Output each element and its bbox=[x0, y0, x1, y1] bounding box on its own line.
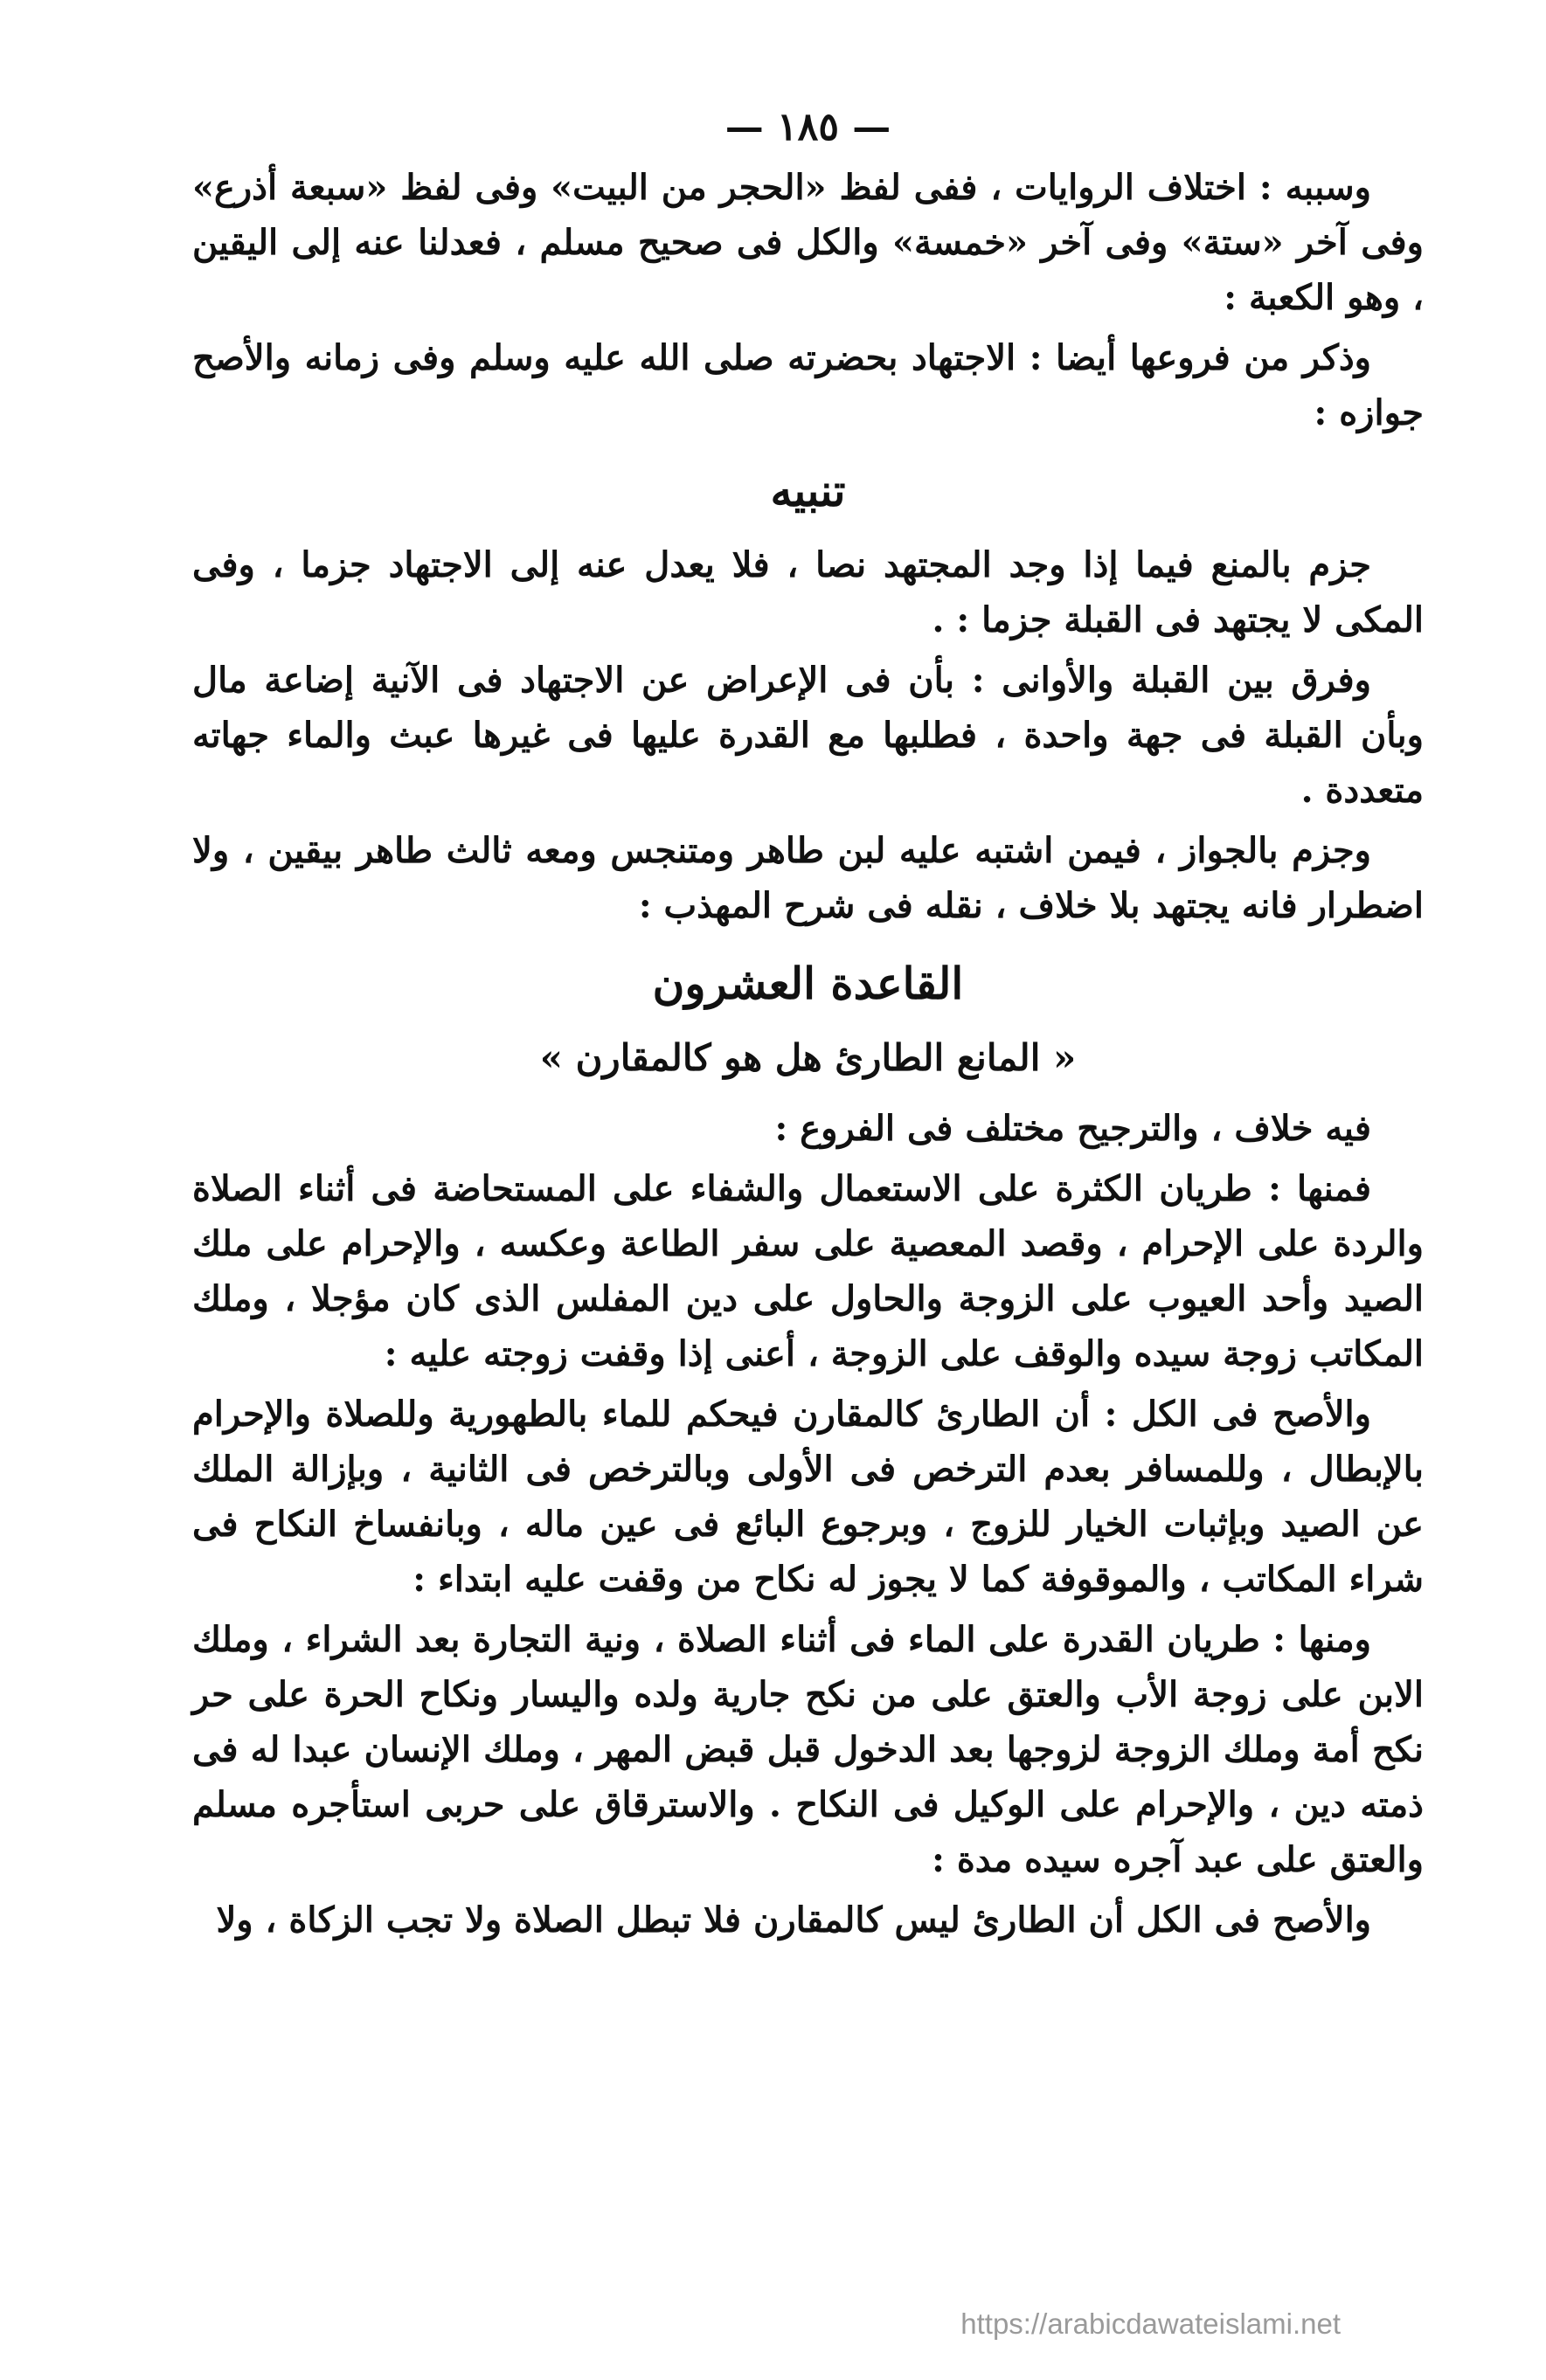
body-text bbox=[192, 160, 1424, 1948]
paragraph: جزم بالمنع فيما إذا وجد المجتهد نصا ، فلا يعدل عنه إلى الاجتهاد جزما ، وفى المكى لا يجتهد فى القبلة جزما : . bbox=[192, 544, 1424, 640]
paragraph: وجزم بالجواز ، فيمن اشتبه عليه لبن طاهر ومتنجس ومعه ثالث طاهر بيقين ، ولا اضطرار فانه يجتهد بلا خلاف ، نقله فى شرح المهذب : bbox=[192, 830, 1424, 926]
paragraph: فيه خلاف ، والترجيح مختلف فى الفروع : bbox=[774, 1108, 1371, 1149]
paragraph: فمنها : طريان الكثرة على الاستعمال والشفاء على المستحاضة فى أثناء الصلاة والردة على الإحرام ، وقصد المعصية على سفر الطاعة وعكسه ، والإحرام على ملك الصيد وأحد العيوب على الزوجة والحاول على دين المفلس الذى كان مؤجلا ، وملك المكاتب زوجة سيده والوقف على الزوجة ، أعنى إذا وقفت زوجته عليه : bbox=[192, 1168, 1424, 1374]
heading-rule: القاعدة العشرون bbox=[652, 958, 964, 1009]
paragraph: وسببه : اختلاف الروايات ، ففى لفظ «الحجر من البيت» وفى لفظ «سبعة أذرع» وفى آخر «ستة» وفى آخر «خمسة» والكل فى صحيح مسلم ، فعدلنا عنه إلى اليقين ، وهو الكعبة : bbox=[192, 167, 1424, 318]
page-number: — ١٨٥ — bbox=[724, 105, 891, 149]
watermark-url: https://arabicdawateislami.net bbox=[960, 2307, 1341, 2340]
paragraph: والأصح فى الكل أن الطارئ ليس كالمقارن فلا تبطل الصلاة ولا تجب الزكاة ، ولا bbox=[216, 1899, 1371, 1941]
paragraph: والأصح فى الكل : أن الطارئ كالمقارن فيحكم للماء بالطهورية وللصلاة والإحرام بالإبطال ، وللمسافر بعدم الترخص فى الأولى وبالترخص فى الثانية ، وبإزالة الملك عن الصيد وبإثبات الخيار للزوج ، وبرجوع البائع فى عين ماله ، وبانفساخ النكاح فى شراء المكاتب ، والموقوفة كما لا يجوز له نكاح من وقفت عليه ابتداء : bbox=[192, 1394, 1424, 1600]
paragraph: ومنها : طريان القدرة على الماء فى أثناء الصلاة ، ونية التجارة بعد الشراء ، وملك الابن على زوجة الأب والعتق على من نكح جارية ولده واليسار ونكاح الحرة على حر نكح أمة وملك الزوجة لزوجها بعد الدخول قبل قبض المهر ، وملك الإنسان عبدا له فى ذمته دين ، والإحرام على الوكيل فى النكاح . والاسترقاق على حربى استأجره مسلم والعتق على عبد آجره سيده مدة : bbox=[192, 1619, 1424, 1880]
paragraph: وذكر من فروعها أيضا : الاجتهاد بحضرته صلى الله عليه وسلم وفى زمانه والأصح جوازه : bbox=[192, 337, 1424, 433]
paragraph: وفرق بين القبلة والأوانى : بأن فى الإعراض عن الاجتهاد فى الآنية إضاعة مال وبأن القبلة فى جهة واحدة ، فطلبها مع القدرة عليها فى غيرها عبث والماء جهاته متعددة . bbox=[192, 660, 1424, 811]
heading-tanbih: تنبيه bbox=[770, 465, 846, 516]
subheading-rule: « المانع الطارئ هل هو كالمقارن » bbox=[539, 1036, 1077, 1079]
